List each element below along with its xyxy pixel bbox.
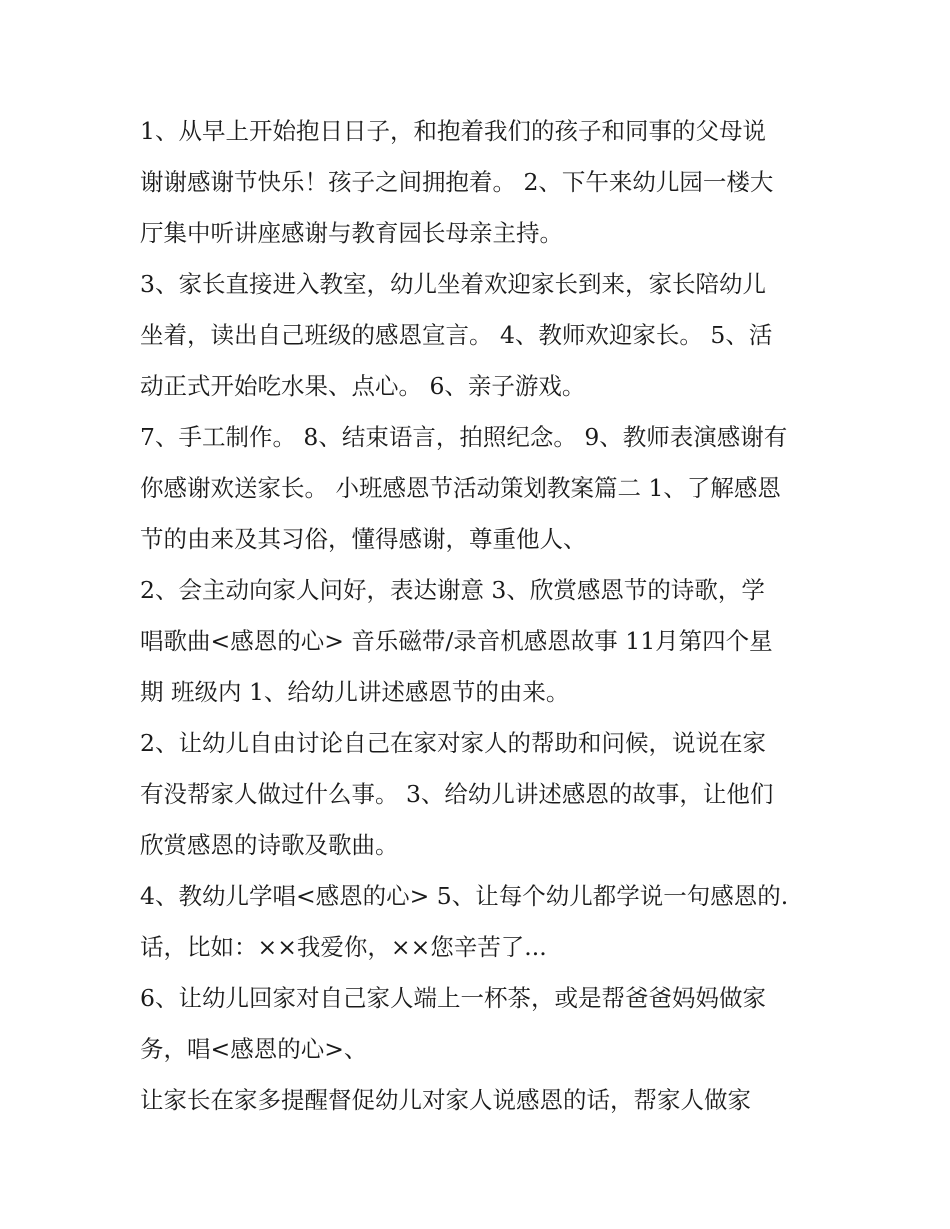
text-line: 2、让幼儿自由讨论自己在家对家人的帮助和问候，说说在家 [140,729,766,757]
document-body [140,106,820,1126]
text-line: 谢谢感谢节快乐！孩子之间拥抱着。 2、下午来幼儿园一楼大 [140,168,774,196]
text-line: 欣赏感恩的诗歌及歌曲。 [140,831,399,859]
text-line: 2、会主动向家人问好，表达谢意 3、欣赏感恩节的诗歌，学 [140,576,765,604]
text-line: 6、让幼儿回家对自己家人端上一杯茶，或是帮爸爸妈妈做家 [140,984,766,1012]
text-line: 你感谢欢送家长。 小班感恩节活动策划教案篇二 1、了解感恩 [140,474,781,502]
text-line: 动正式开始吃水果、点心。 6、亲子游戏。 [140,372,586,400]
text-line: 7、手工制作。 8、结束语言，拍照纪念。 9、教师表演感谢有 [140,423,788,451]
text-line: 话，比如：××我爱你，××您辛苦了... [140,933,547,961]
text-line: 务，唱<感恩的心>、 [140,1035,368,1063]
text-line: 让家长在家多提醒督促幼儿对家人说感恩的话，帮家人做家 [140,1086,751,1114]
text-line: 4、教幼儿学唱<感恩的心> 5、让每个幼儿都学说一句感恩的. [140,882,789,910]
text-line: 有没帮家人做过什么事。 3、给幼儿讲述感恩的故事，让他们 [140,780,774,808]
text-line: 坐着，读出自己班级的感恩宣言。 4、教师欢迎家长。 5、活 [140,321,773,349]
text-line: 厅集中听讲座感谢与教育园长母亲主持。 [140,219,563,247]
text-line: 期 班级内 1、给幼儿讲述感恩节的由来。 [140,678,570,706]
text-line: 节的由来及其习俗，懂得感谢，尊重他人、 [140,525,587,553]
text-line: 3、家长直接进入教室，幼儿坐着欢迎家长到来，家长陪幼儿 [140,270,766,298]
text-line: 1、从早上开始抱日日子，和抱着我们的孩子和同事的父母说 [140,117,766,145]
text-line: 唱歌曲<感恩的心> 音乐磁带/录音机感恩故事 11月第四个星 [140,627,773,655]
